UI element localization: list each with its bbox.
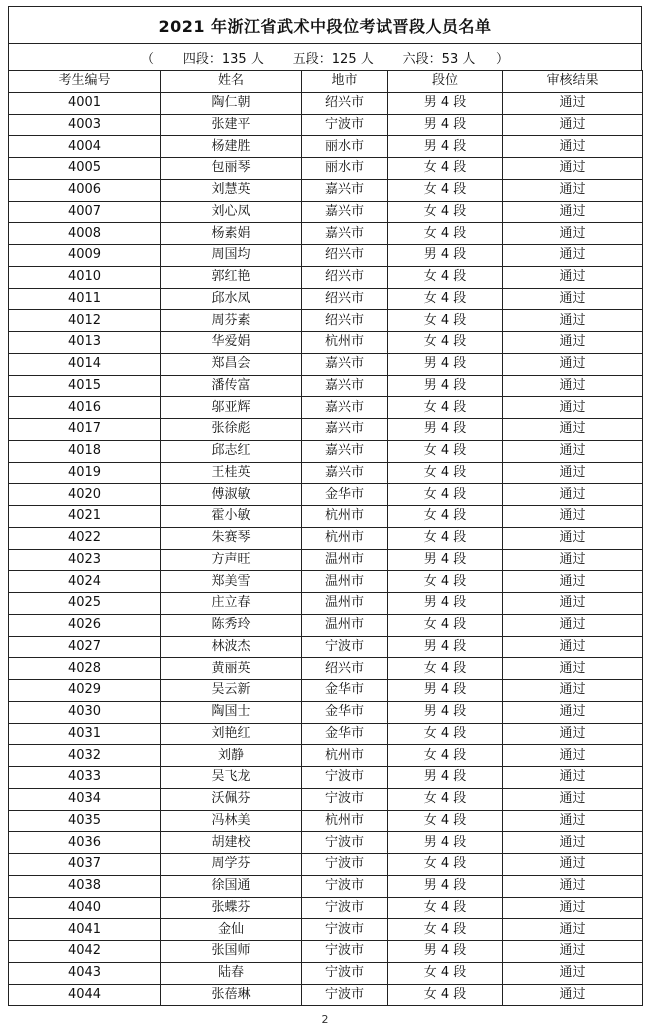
cell-dan-level: 男 4 段	[388, 941, 503, 963]
table-row	[9, 788, 643, 810]
cell-name: 吴飞龙	[161, 767, 302, 789]
table-row	[9, 288, 643, 310]
cell-name: 徐国通	[161, 875, 302, 897]
cell-review-result: 通过	[503, 875, 643, 897]
cell-name: 刘心凤	[161, 201, 302, 223]
header-dan-level: 段位	[388, 71, 503, 93]
cell-city: 嘉兴市	[302, 201, 388, 223]
cell-dan-level: 男 4 段	[388, 92, 503, 114]
table-row	[9, 962, 643, 984]
cell-dan-level: 男 4 段	[388, 245, 503, 267]
cell-dan-level: 女 4 段	[388, 397, 503, 419]
cell-exam-id: 4011	[9, 288, 161, 310]
cell-city: 宁波市	[302, 854, 388, 876]
cell-exam-id: 4019	[9, 462, 161, 484]
cell-review-result: 通过	[503, 593, 643, 615]
cell-exam-id: 4022	[9, 527, 161, 549]
cell-dan-level: 女 4 段	[388, 984, 503, 1006]
cell-city: 杭州市	[302, 810, 388, 832]
table-body	[9, 92, 643, 1006]
cell-city: 金华市	[302, 680, 388, 702]
cell-review-result: 通过	[503, 462, 643, 484]
cell-exam-id: 4043	[9, 962, 161, 984]
table-row	[9, 136, 643, 158]
cell-name: 吴云新	[161, 680, 302, 702]
cell-city: 嘉兴市	[302, 353, 388, 375]
cell-city: 嘉兴市	[302, 179, 388, 201]
header-city: 地市	[302, 71, 388, 93]
table-header-row	[9, 71, 643, 93]
cell-name: 周国均	[161, 245, 302, 267]
table-row	[9, 114, 643, 136]
cell-name: 周学芬	[161, 854, 302, 876]
cell-name: 郑美雪	[161, 571, 302, 593]
table-row	[9, 484, 643, 506]
cell-exam-id: 4040	[9, 897, 161, 919]
cell-review-result: 通过	[503, 854, 643, 876]
cell-review-result: 通过	[503, 571, 643, 593]
cell-dan-level: 女 4 段	[388, 440, 503, 462]
cell-dan-level: 女 4 段	[388, 897, 503, 919]
table-row	[9, 919, 643, 941]
cell-name: 陶国士	[161, 701, 302, 723]
cell-exam-id: 4035	[9, 810, 161, 832]
table-row	[9, 527, 643, 549]
table-row	[9, 223, 643, 245]
cell-city: 嘉兴市	[302, 375, 388, 397]
cell-name: 黄丽英	[161, 658, 302, 680]
cell-review-result: 通过	[503, 288, 643, 310]
table-row	[9, 353, 643, 375]
cell-dan-level: 女 4 段	[388, 614, 503, 636]
cell-name: 邱志红	[161, 440, 302, 462]
cell-city: 宁波市	[302, 114, 388, 136]
cell-review-result: 通过	[503, 658, 643, 680]
cell-dan-level: 男 4 段	[388, 136, 503, 158]
dan-count-summary	[8, 43, 642, 70]
cell-city: 宁波市	[302, 832, 388, 854]
cell-name: 杨建胜	[161, 136, 302, 158]
document-sheet	[8, 6, 642, 1006]
cell-exam-id: 4012	[9, 310, 161, 332]
cell-exam-id: 4023	[9, 549, 161, 571]
cell-exam-id: 4021	[9, 506, 161, 528]
cell-exam-id: 4010	[9, 266, 161, 288]
cell-exam-id: 4036	[9, 832, 161, 854]
cell-dan-level: 男 4 段	[388, 636, 503, 658]
cell-exam-id: 4029	[9, 680, 161, 702]
cell-name: 刘慧英	[161, 179, 302, 201]
cell-city: 杭州市	[302, 332, 388, 354]
cell-dan-level: 男 4 段	[388, 875, 503, 897]
cell-city: 杭州市	[302, 506, 388, 528]
cell-name: 刘静	[161, 745, 302, 767]
candidate-table	[8, 70, 643, 1006]
table-row	[9, 92, 643, 114]
table-row	[9, 310, 643, 332]
table-row	[9, 875, 643, 897]
cell-name: 金仙	[161, 919, 302, 941]
cell-review-result: 通过	[503, 723, 643, 745]
cell-exam-id: 4042	[9, 941, 161, 963]
document-title: 2021 年浙江省武术中段位考试晋段人员名单	[8, 6, 642, 43]
table-row	[9, 245, 643, 267]
cell-city: 杭州市	[302, 745, 388, 767]
cell-dan-level: 女 4 段	[388, 506, 503, 528]
cell-dan-level: 女 4 段	[388, 223, 503, 245]
table-row	[9, 680, 643, 702]
summary-dan4-count: 四段：135 人	[182, 51, 264, 67]
table-row	[9, 571, 643, 593]
table-row	[9, 614, 643, 636]
cell-dan-level: 女 4 段	[388, 288, 503, 310]
cell-exam-id: 4007	[9, 201, 161, 223]
cell-review-result: 通过	[503, 897, 643, 919]
cell-exam-id: 4028	[9, 658, 161, 680]
cell-exam-id: 4044	[9, 984, 161, 1006]
cell-city: 丽水市	[302, 158, 388, 180]
cell-dan-level: 女 4 段	[388, 158, 503, 180]
table-row	[9, 549, 643, 571]
cell-name: 包丽琴	[161, 158, 302, 180]
cell-review-result: 通过	[503, 832, 643, 854]
cell-exam-id: 4014	[9, 353, 161, 375]
cell-dan-level: 男 4 段	[388, 701, 503, 723]
cell-exam-id: 4032	[9, 745, 161, 767]
cell-name: 张建平	[161, 114, 302, 136]
cell-dan-level: 男 4 段	[388, 419, 503, 441]
table-row	[9, 636, 643, 658]
cell-dan-level: 男 4 段	[388, 375, 503, 397]
cell-name: 方声旺	[161, 549, 302, 571]
cell-name: 张国师	[161, 941, 302, 963]
table-row	[9, 375, 643, 397]
summary-dan6-count: 六段：53 人	[402, 51, 476, 67]
cell-city: 嘉兴市	[302, 223, 388, 245]
cell-dan-level: 女 4 段	[388, 484, 503, 506]
cell-city: 宁波市	[302, 788, 388, 810]
cell-review-result: 通过	[503, 788, 643, 810]
cell-name: 邱水凤	[161, 288, 302, 310]
table-row	[9, 723, 643, 745]
cell-exam-id: 4020	[9, 484, 161, 506]
cell-dan-level: 男 4 段	[388, 114, 503, 136]
cell-exam-id: 4005	[9, 158, 161, 180]
table-row	[9, 658, 643, 680]
cell-exam-id: 4003	[9, 114, 161, 136]
cell-name: 朱赛琴	[161, 527, 302, 549]
table-row	[9, 440, 643, 462]
cell-review-result: 通过	[503, 397, 643, 419]
cell-dan-level: 女 4 段	[388, 810, 503, 832]
cell-dan-level: 女 4 段	[388, 658, 503, 680]
cell-name: 陈秀玲	[161, 614, 302, 636]
cell-review-result: 通过	[503, 92, 643, 114]
cell-dan-level: 男 4 段	[388, 680, 503, 702]
cell-dan-level: 男 4 段	[388, 549, 503, 571]
cell-review-result: 通过	[503, 680, 643, 702]
cell-exam-id: 4006	[9, 179, 161, 201]
cell-exam-id: 4009	[9, 245, 161, 267]
table-row	[9, 506, 643, 528]
cell-city: 宁波市	[302, 636, 388, 658]
cell-name: 郑昌会	[161, 353, 302, 375]
summary-dan5-count: 五段：125 人	[292, 51, 374, 67]
cell-review-result: 通过	[503, 745, 643, 767]
cell-exam-id: 4030	[9, 701, 161, 723]
cell-dan-level: 女 4 段	[388, 201, 503, 223]
cell-review-result: 通过	[503, 332, 643, 354]
cell-review-result: 通过	[503, 549, 643, 571]
cell-dan-level: 男 4 段	[388, 767, 503, 789]
cell-exam-id: 4013	[9, 332, 161, 354]
cell-dan-level: 男 4 段	[388, 832, 503, 854]
cell-review-result: 通过	[503, 962, 643, 984]
table-row	[9, 201, 643, 223]
cell-name: 周芬素	[161, 310, 302, 332]
cell-name: 杨素娟	[161, 223, 302, 245]
cell-exam-id: 4026	[9, 614, 161, 636]
cell-city: 金华市	[302, 701, 388, 723]
table-row	[9, 593, 643, 615]
cell-city: 杭州市	[302, 527, 388, 549]
cell-exam-id: 4016	[9, 397, 161, 419]
cell-dan-level: 女 4 段	[388, 854, 503, 876]
cell-name: 张蝶芬	[161, 897, 302, 919]
cell-city: 绍兴市	[302, 245, 388, 267]
cell-exam-id: 4041	[9, 919, 161, 941]
cell-exam-id: 4031	[9, 723, 161, 745]
table-row	[9, 897, 643, 919]
cell-city: 宁波市	[302, 897, 388, 919]
cell-name: 华爱娟	[161, 332, 302, 354]
table-row	[9, 332, 643, 354]
cell-review-result: 通过	[503, 158, 643, 180]
header-review-result: 审核结果	[503, 71, 643, 93]
cell-dan-level: 女 4 段	[388, 310, 503, 332]
cell-review-result: 通过	[503, 440, 643, 462]
cell-name: 邬亚辉	[161, 397, 302, 419]
cell-review-result: 通过	[503, 484, 643, 506]
cell-review-result: 通过	[503, 136, 643, 158]
cell-exam-id: 4004	[9, 136, 161, 158]
cell-exam-id: 4008	[9, 223, 161, 245]
cell-review-result: 通过	[503, 614, 643, 636]
table-row	[9, 419, 643, 441]
cell-name: 胡建校	[161, 832, 302, 854]
cell-review-result: 通过	[503, 375, 643, 397]
summary-open-paren: （	[140, 51, 154, 67]
cell-city: 宁波市	[302, 984, 388, 1006]
page-number: 2	[321, 1013, 329, 1026]
cell-dan-level: 女 4 段	[388, 462, 503, 484]
table-row	[9, 701, 643, 723]
cell-city: 嘉兴市	[302, 462, 388, 484]
cell-dan-level: 女 4 段	[388, 571, 503, 593]
cell-name: 庄立春	[161, 593, 302, 615]
table-row	[9, 941, 643, 963]
cell-city: 绍兴市	[302, 266, 388, 288]
table-row	[9, 462, 643, 484]
cell-city: 嘉兴市	[302, 397, 388, 419]
cell-exam-id: 4037	[9, 854, 161, 876]
cell-review-result: 通过	[503, 179, 643, 201]
cell-name: 张蓓琳	[161, 984, 302, 1006]
cell-city: 宁波市	[302, 767, 388, 789]
cell-dan-level: 女 4 段	[388, 179, 503, 201]
cell-dan-level: 男 4 段	[388, 353, 503, 375]
cell-review-result: 通过	[503, 941, 643, 963]
cell-review-result: 通过	[503, 245, 643, 267]
cell-dan-level: 男 4 段	[388, 593, 503, 615]
cell-name: 潘传富	[161, 375, 302, 397]
cell-city: 温州市	[302, 571, 388, 593]
cell-review-result: 通过	[503, 114, 643, 136]
cell-city: 嘉兴市	[302, 419, 388, 441]
cell-review-result: 通过	[503, 701, 643, 723]
header-name: 姓名	[161, 71, 302, 93]
cell-city: 金华市	[302, 723, 388, 745]
table-row	[9, 854, 643, 876]
cell-city: 温州市	[302, 614, 388, 636]
cell-dan-level: 女 4 段	[388, 745, 503, 767]
cell-city: 嘉兴市	[302, 440, 388, 462]
cell-city: 绍兴市	[302, 310, 388, 332]
cell-city: 绍兴市	[302, 658, 388, 680]
cell-review-result: 通过	[503, 636, 643, 658]
cell-name: 林波杰	[161, 636, 302, 658]
cell-name: 郭红艳	[161, 266, 302, 288]
cell-review-result: 通过	[503, 767, 643, 789]
cell-exam-id: 4027	[9, 636, 161, 658]
cell-exam-id: 4024	[9, 571, 161, 593]
cell-exam-id: 4015	[9, 375, 161, 397]
cell-review-result: 通过	[503, 353, 643, 375]
table-row	[9, 179, 643, 201]
table-row	[9, 266, 643, 288]
cell-exam-id: 4038	[9, 875, 161, 897]
cell-name: 陆春	[161, 962, 302, 984]
cell-name: 刘艳红	[161, 723, 302, 745]
cell-dan-level: 女 4 段	[388, 788, 503, 810]
cell-city: 宁波市	[302, 962, 388, 984]
cell-dan-level: 女 4 段	[388, 332, 503, 354]
cell-review-result: 通过	[503, 984, 643, 1006]
cell-name: 傅淑敏	[161, 484, 302, 506]
cell-city: 宁波市	[302, 941, 388, 963]
cell-city: 温州市	[302, 593, 388, 615]
cell-city: 绍兴市	[302, 92, 388, 114]
cell-review-result: 通过	[503, 201, 643, 223]
cell-exam-id: 4001	[9, 92, 161, 114]
cell-review-result: 通过	[503, 919, 643, 941]
cell-city: 温州市	[302, 549, 388, 571]
cell-review-result: 通过	[503, 810, 643, 832]
cell-name: 冯林美	[161, 810, 302, 832]
cell-city: 宁波市	[302, 919, 388, 941]
cell-dan-level: 女 4 段	[388, 962, 503, 984]
cell-review-result: 通过	[503, 419, 643, 441]
cell-exam-id: 4018	[9, 440, 161, 462]
table-row	[9, 832, 643, 854]
table-row	[9, 984, 643, 1006]
cell-dan-level: 女 4 段	[388, 527, 503, 549]
cell-review-result: 通过	[503, 506, 643, 528]
summary-close-paren: ）	[496, 51, 510, 67]
table-row	[9, 158, 643, 180]
cell-review-result: 通过	[503, 310, 643, 332]
cell-name: 陶仁朝	[161, 92, 302, 114]
cell-dan-level: 女 4 段	[388, 919, 503, 941]
cell-city: 绍兴市	[302, 288, 388, 310]
table-row	[9, 810, 643, 832]
cell-review-result: 通过	[503, 527, 643, 549]
cell-exam-id: 4017	[9, 419, 161, 441]
cell-exam-id: 4025	[9, 593, 161, 615]
cell-name: 王桂英	[161, 462, 302, 484]
cell-name: 沃佩芬	[161, 788, 302, 810]
cell-city: 金华市	[302, 484, 388, 506]
table-row	[9, 397, 643, 419]
cell-city: 宁波市	[302, 875, 388, 897]
cell-city: 丽水市	[302, 136, 388, 158]
cell-dan-level: 女 4 段	[388, 266, 503, 288]
cell-name: 霍小敏	[161, 506, 302, 528]
table-row	[9, 767, 643, 789]
cell-exam-id: 4034	[9, 788, 161, 810]
header-exam-id: 考生编号	[9, 71, 161, 93]
cell-name: 张徐彪	[161, 419, 302, 441]
cell-review-result: 通过	[503, 223, 643, 245]
cell-exam-id: 4033	[9, 767, 161, 789]
cell-review-result: 通过	[503, 266, 643, 288]
cell-dan-level: 女 4 段	[388, 723, 503, 745]
table-row	[9, 745, 643, 767]
